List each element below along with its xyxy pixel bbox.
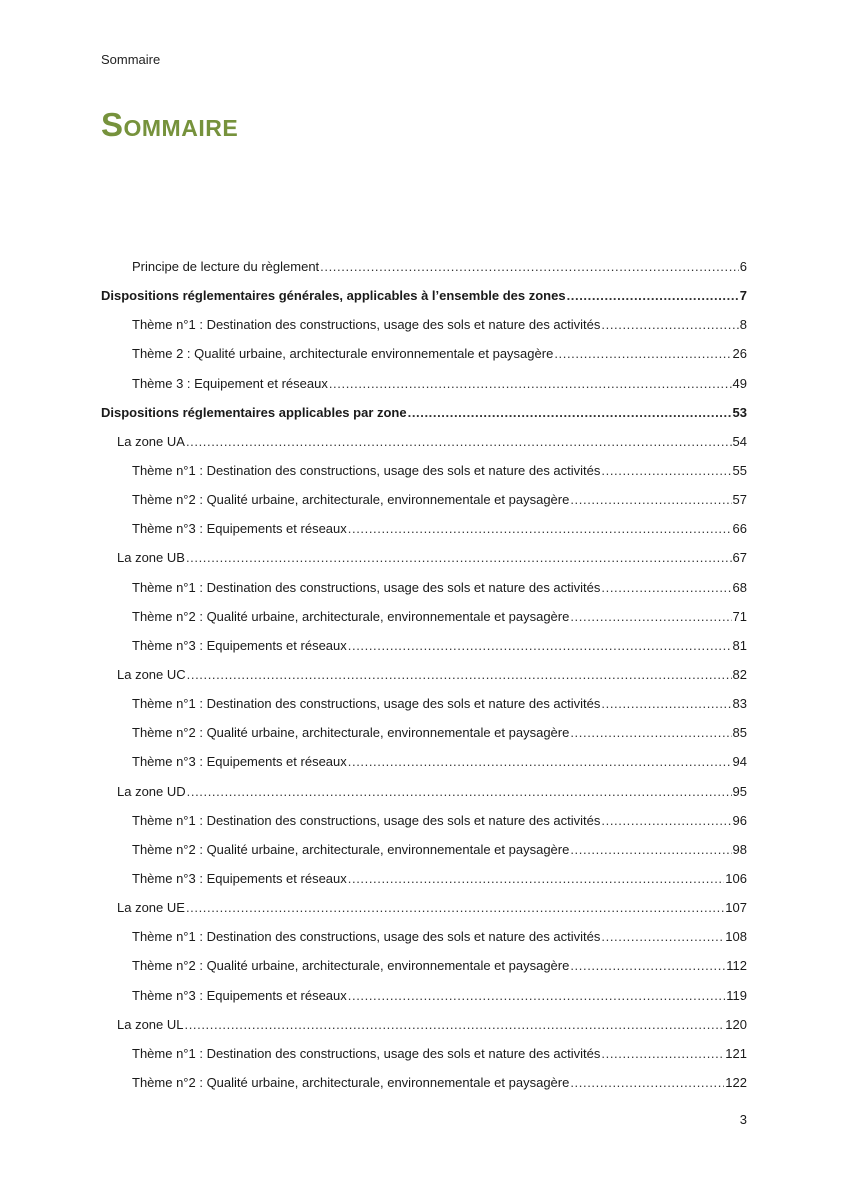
dot-leader	[601, 1039, 724, 1068]
toc-entry[interactable]	[101, 543, 747, 572]
toc-entry[interactable]	[101, 602, 747, 631]
toc-entry-title: Thème n°2 : Qualité urbaine, architecturale, environnementale et paysagère	[132, 1074, 570, 1090]
toc-entry-page: 106	[725, 870, 747, 886]
toc-entry-title: La zone UD	[117, 783, 186, 799]
toc-entry-page: 26	[732, 346, 747, 362]
toc-entry-page: 121	[725, 1045, 747, 1061]
toc-entry[interactable]	[101, 747, 747, 776]
dot-leader	[570, 835, 731, 864]
dot-leader	[601, 310, 738, 339]
toc-entry-title: La zone UE	[117, 900, 185, 916]
toc-entry-title: Thème n°1 : Destination des constructions, usage des sols et nature des activités	[132, 579, 601, 595]
dot-leader	[570, 485, 731, 514]
dot-leader	[570, 1068, 724, 1097]
toc-entry[interactable]	[101, 981, 747, 1010]
toc-entry[interactable]	[101, 1010, 747, 1039]
toc-entry[interactable]	[101, 456, 747, 485]
dot-leader	[186, 543, 732, 572]
toc-entry-title: Thème n°1 : Destination des constructions, usage des sols et nature des activités	[132, 696, 601, 712]
toc-entry-page: 94	[732, 754, 747, 770]
toc-entry-title: Thème n°1 : Destination des constructions, usage des sols et nature des activités	[132, 812, 601, 828]
toc-entry-title: Thème 3 : Equipement et réseaux	[132, 375, 328, 391]
toc-entry-title: Thème n°1 : Destination des constructions, usage des sols et nature des activités	[132, 1045, 601, 1061]
toc-entry-title: La zone UB	[117, 550, 185, 566]
toc-entry-title: Thème n°2 : Qualité urbaine, architecturale, environnementale et paysagère	[132, 608, 570, 624]
toc-entry-title: Thème n°2 : Qualité urbaine, architecturale, environnementale et paysagère	[132, 725, 570, 741]
toc-entry-page: 71	[732, 608, 747, 624]
toc-entry-page: 6	[739, 259, 747, 274]
toc-entry-page: 108	[725, 929, 747, 945]
toc-entry-title: Thème n°1 : Destination des constructions, usage des sols et nature des activités	[132, 462, 601, 478]
dot-leader	[320, 252, 739, 281]
toc-entry-title: Thème n°2 : Qualité urbaine, architecturale, environnementale et paysagère	[132, 958, 570, 974]
toc-entry-title: Principe de lecture du règlement	[132, 259, 320, 274]
toc-entry[interactable]	[101, 864, 747, 893]
toc-entry[interactable]	[101, 718, 747, 747]
toc-entry-page: 83	[732, 696, 747, 712]
toc-entry[interactable]	[101, 573, 747, 602]
toc-entry[interactable]	[101, 951, 747, 980]
toc-entry-title: Thème 2 : Qualité urbaine, architecturale environnementale et paysagère	[132, 346, 554, 362]
document-title: Sommaire	[101, 106, 239, 143]
dot-leader	[348, 981, 726, 1010]
dot-leader	[186, 427, 732, 456]
toc-entry-title: Dispositions réglementaires applicables par zone	[101, 404, 407, 420]
toc-entry-page: 119	[726, 987, 747, 1003]
toc-entry[interactable]	[101, 281, 747, 310]
dot-leader	[570, 718, 731, 747]
toc-entry-page: 57	[732, 492, 747, 508]
toc-entry-page: 53	[732, 404, 747, 420]
dot-leader	[348, 631, 732, 660]
dot-leader	[601, 689, 731, 718]
toc-entry-title: Thème n°3 : Equipements et réseaux	[132, 521, 347, 537]
toc-entry-page: 122	[725, 1074, 747, 1090]
toc-entry-title: Dispositions réglementaires générales, applicables à l’ensemble des zones	[101, 288, 566, 304]
toc-entry[interactable]	[101, 339, 747, 368]
toc-entry-title: Thème n°3 : Equipements et réseaux	[132, 870, 347, 886]
toc-entry[interactable]	[101, 893, 747, 922]
toc-entry-page: 85	[732, 725, 747, 741]
toc-entry[interactable]	[101, 835, 747, 864]
toc-entry-page: 54	[732, 433, 747, 449]
dot-leader	[601, 922, 724, 951]
dot-leader	[601, 573, 731, 602]
toc-entry-title: Thème n°3 : Equipements et réseaux	[132, 987, 347, 1003]
dot-leader	[348, 747, 732, 776]
toc-entry[interactable]	[101, 806, 747, 835]
toc-entry[interactable]	[101, 485, 747, 514]
toc-entry[interactable]	[101, 777, 747, 806]
toc-entry-title: Thème n°2 : Qualité urbaine, architecturale, environnementale et paysagère	[132, 492, 570, 508]
toc-entry[interactable]	[101, 427, 747, 456]
toc-entry[interactable]	[101, 310, 747, 339]
toc-entry-title: Thème n°1 : Destination des constructions, usage des sols et nature des activités	[132, 317, 601, 333]
toc-entry-page: 67	[732, 550, 747, 566]
toc-entry[interactable]	[101, 631, 747, 660]
toc-entry[interactable]	[101, 922, 747, 951]
toc-entry-page: 7	[739, 288, 747, 304]
toc-entry-title: Thème n°2 : Qualité urbaine, architecturale, environnementale et paysagère	[132, 841, 570, 857]
toc-entry[interactable]	[101, 252, 747, 281]
dot-leader	[570, 951, 725, 980]
toc-entry-page: 95	[732, 783, 747, 799]
toc-entry-title: La zone UL	[117, 1016, 184, 1032]
toc-entry-page: 96	[732, 812, 747, 828]
toc-entry-page: 81	[732, 637, 747, 653]
toc-entry-page: 8	[739, 317, 747, 333]
toc-entry-page: 55	[732, 462, 747, 478]
toc-entry-title: Thème n°3 : Equipements et réseaux	[132, 754, 347, 770]
dot-leader	[348, 514, 732, 543]
dot-leader	[570, 602, 731, 631]
toc-entry-page: 120	[725, 1016, 747, 1032]
toc-entry-title: Thème n°1 : Destination des constructions, usage des sols et nature des activités	[132, 929, 601, 945]
toc-entry[interactable]	[101, 689, 747, 718]
dot-leader	[329, 369, 732, 398]
toc-entry-page: 68	[732, 579, 747, 595]
toc-entry[interactable]	[101, 1068, 747, 1097]
dot-leader	[186, 893, 724, 922]
toc-entry[interactable]	[101, 398, 747, 427]
toc-entry[interactable]	[101, 514, 747, 543]
page-number: 3	[739, 1112, 747, 1127]
toc-entry[interactable]	[101, 660, 747, 689]
dot-leader	[554, 339, 731, 368]
dot-leader	[187, 777, 732, 806]
dot-leader	[185, 1010, 725, 1039]
toc-entry-page: 112	[726, 958, 747, 974]
toc-entry-page: 49	[732, 375, 747, 391]
dot-leader	[601, 456, 731, 485]
dot-leader	[601, 806, 731, 835]
toc-entry-title: La zone UC	[117, 666, 186, 682]
table-of-contents	[101, 252, 747, 1097]
toc-entry[interactable]	[101, 369, 747, 398]
toc-entry-page: 107	[725, 900, 747, 916]
toc-entry-title: La zone UA	[117, 433, 185, 449]
toc-entry-page: 82	[732, 666, 747, 682]
toc-entry-page: 66	[732, 521, 747, 537]
toc-entry[interactable]	[101, 1039, 747, 1068]
dot-leader	[348, 864, 725, 893]
toc-entry-page: 98	[732, 841, 747, 857]
dot-leader	[567, 281, 739, 310]
dot-leader	[408, 398, 732, 427]
running-header: Sommaire	[101, 52, 161, 67]
toc-entry-title: Thème n°3 : Equipements et réseaux	[132, 637, 347, 653]
dot-leader	[187, 660, 732, 689]
